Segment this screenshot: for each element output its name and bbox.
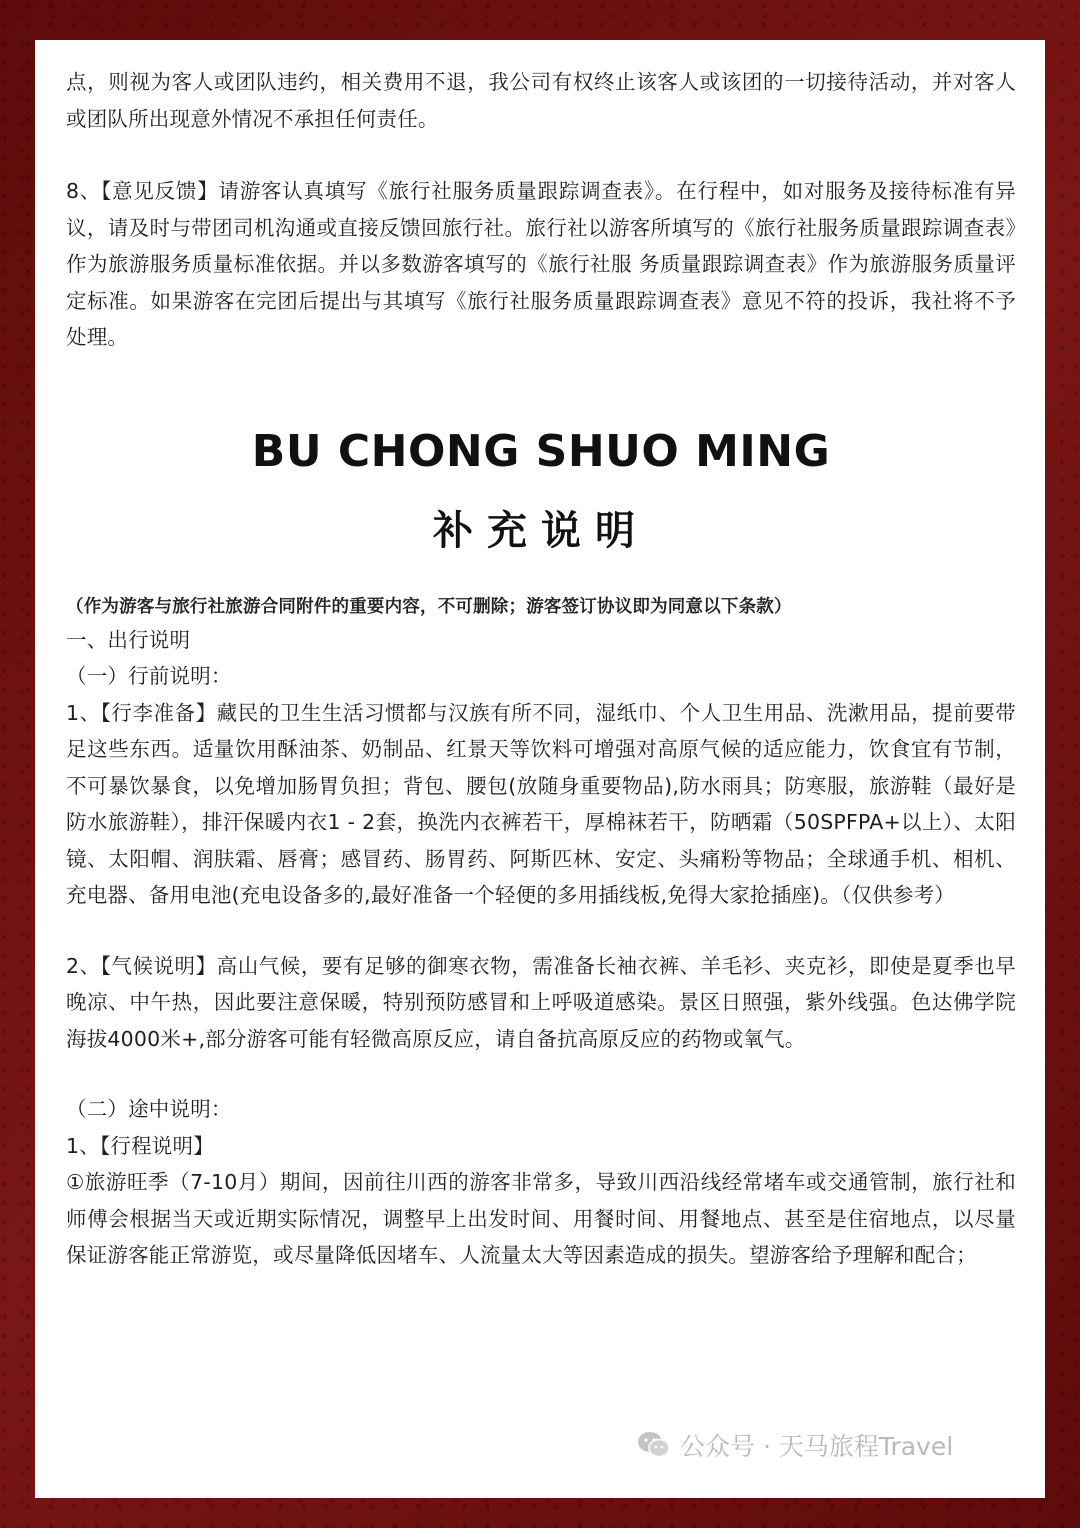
document-content <box>66 64 1016 1274</box>
wechat-icon <box>636 1430 672 1460</box>
subheading-before-trip: （一）行前说明： <box>66 664 232 688</box>
item-itinerary-title: 1、【行程说明】 <box>66 1133 214 1158</box>
paragraph-feedback: 8、【意见反馈】请游客认真填写《旅行社服务质量跟踪调查表》。在行程中，如对服务及接待标准有异议，请及时与带团司机沟通或直接反馈回旅行社。旅行社以游客所填写的《旅行社服务质量跟踪调查表》作为旅游服务质量标准依据。并以多数游客填写的《旅行社服 务质量跟踪调查表》作为旅游服务质量评定标准。如果游客在完团后提出与其填写《旅行社服务质量跟踪调查表》意见不符的投诉，我社将不予处理。 <box>66 179 1016 349</box>
document-page <box>35 40 1045 1498</box>
section-title-english: BU CHONG SHUO MING <box>251 425 831 477</box>
heading-travel-notes: 一、出行说明 <box>66 627 191 652</box>
section-title-chinese: 补充说明 <box>433 507 649 554</box>
section-note: （作为游客与旅行社旅游合同附件的重要内容，不可删除；游客签订协议即为同意以下条款） <box>66 596 792 617</box>
item-luggage: 1、【行李准备】藏民的卫生生活习惯都与汉族有所不同，湿纸巾、个人卫生用品、洗漱用品，提前要带足这些东西。适量饮用酥油茶、奶制品、红景天等饮料可增强对高原气候的适应能力，饮食宜有节制，不可暴饮暴食，以免增加肠胃负担；背包、腰包(放随身重要物品),防水雨具；防寒服，旅游鞋（最好是防水旅游鞋），排汗保暖内衣1 - 2套，换洗内衣裤若干，厚棉袜若干，防晒霜（50SPFPA+以上）、太阳镜、太阳帽、润肤霜、唇膏；感冒药、肠胃药、阿斯匹林、安定、头痛粉等物品；全球通手机、相机、充电器、备用电池(充电设备多的,最好准备一个轻便的多用插线板,免得大家抢插座)。（仅供参考） <box>66 700 1016 907</box>
watermark-footer <box>636 1425 953 1465</box>
watermark-label: 公众号 · 天马旅程Travel <box>680 1432 954 1461</box>
paragraph-continuation: 点，则视为客人或团队违约，相关费用不退，我公司有权终止该客人或该团的一切接待活动，并对客人或团队所出现意外情况不承担任何责任。 <box>66 70 1016 131</box>
item-itinerary-text: ①旅游旺季（7-10月）期间，因前往川西的游客非常多，导致川西沿线经常堵车或交通管制，旅行社和师傅会根据当天或近期实际情况，调整早上出发时间、用餐时间、用餐地点、甚至是住宿地点，以尽量保证游客能正常游览，或尽量降低因堵车、人流量太大等因素造成的损失。望游客给予理解和配合； <box>66 1170 1016 1267</box>
item-climate: 2、【气候说明】高山气候，要有足够的御寒衣物，需准备长袖衣裤、羊毛衫、夹克衫，即使是夏季也早晚凉、中午热，因此要注意保暖，特别预防感冒和上呼吸道感染。景区日照强，紫外线强。色达佛学院海拔4000米+,部分游客可能有轻微高原反应，请自备抗高原反应的药物或氧气。 <box>66 953 1016 1051</box>
subheading-during-trip: （二）途中说明： <box>66 1097 232 1121</box>
